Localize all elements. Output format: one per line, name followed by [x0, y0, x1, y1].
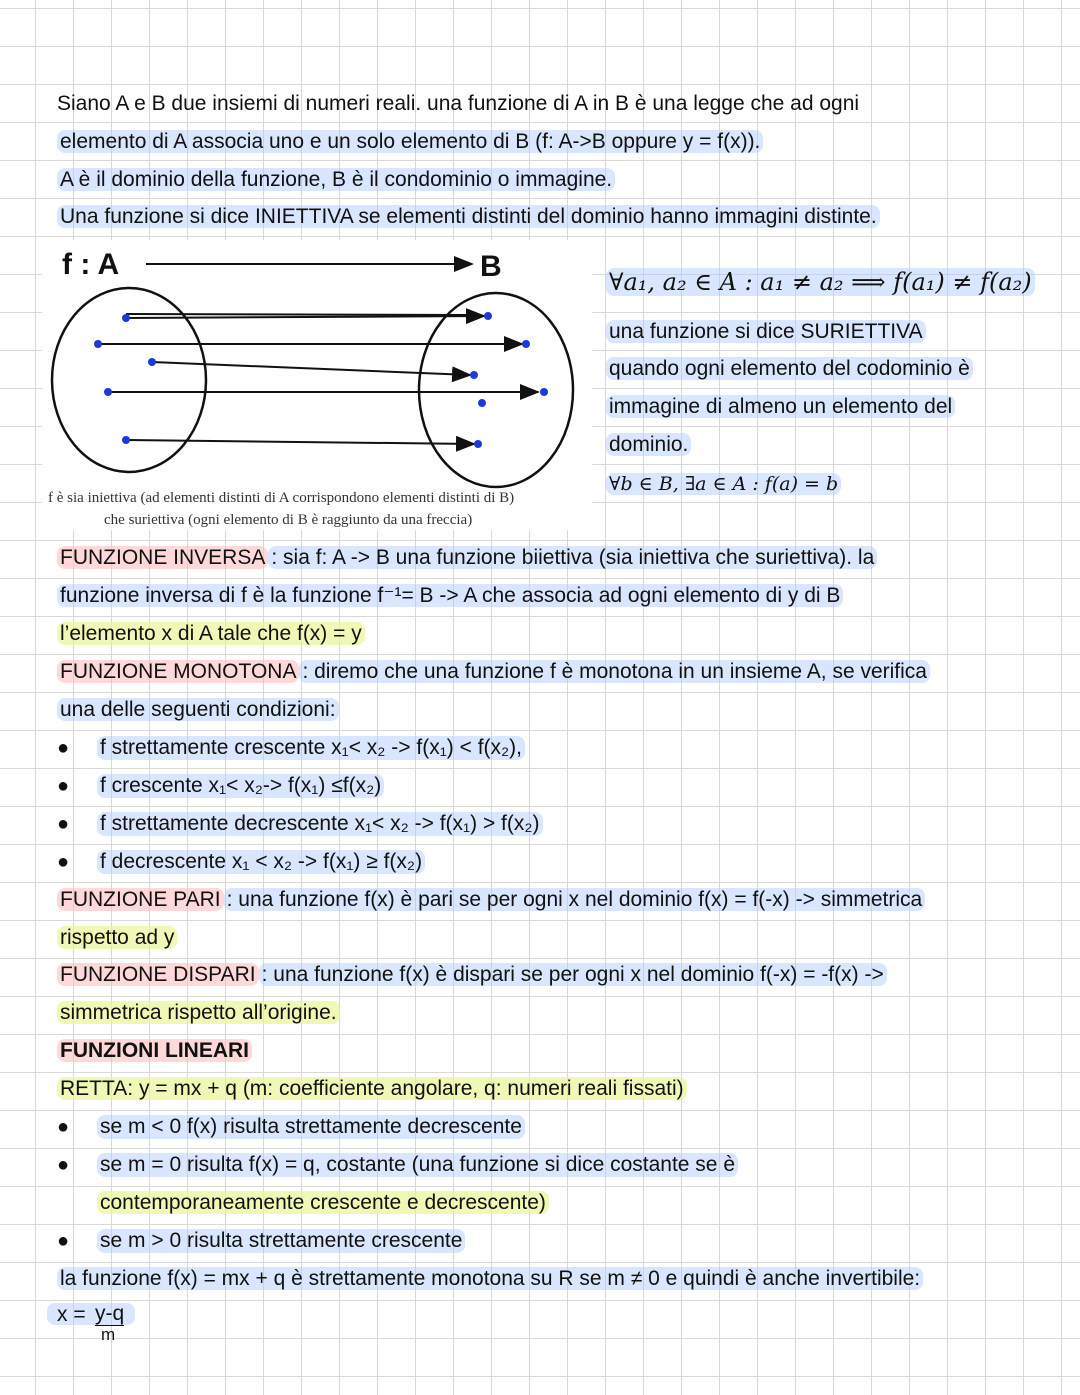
retta-text: RETTA: y = mx + q (m: coefficiente angolare, q: numeri reali fissati) — [57, 1077, 687, 1100]
label-b: B — [480, 250, 502, 283]
monotona-item-text: f decrescente x₁ < x₂ -> f(x₁) ≥ f(x₂) — [97, 850, 425, 874]
diagram-caption-1: f è sia iniettiva (ad elementi distinti di A corrispondono elementi distinti di B) — [48, 490, 515, 506]
mapping-svg — [42, 240, 592, 530]
inversa-line-1-rest: : sia f: A -> B una funzione biiettiva (sia iniettiva che suriettiva). la — [268, 546, 877, 569]
bullet-icon: ● — [57, 1154, 70, 1176]
intro-line-4 — [57, 205, 880, 229]
dispari-line-2-text: simmetrica rispetto all’origine. — [57, 1001, 340, 1024]
bullet-icon: ● — [57, 813, 70, 835]
bullet-icon: ● — [57, 775, 70, 797]
lineari-item-text: se m > 0 risulta strettamente crescente — [97, 1229, 465, 1253]
surj-line-4 — [606, 433, 691, 457]
monotona-item-text: f strettamente decrescente x₁< x₂ -> f(x₁) > f(x₂) — [97, 812, 543, 836]
surj-line-1-text: una funzione si dice SURIETTIVA — [606, 320, 926, 343]
monotona-line-1-rest: : diremo che una funzione f è monotona in un insieme A, se verifica — [299, 660, 930, 683]
set-b-ellipse — [419, 293, 573, 487]
bullet-icon: ● — [57, 1116, 70, 1138]
dispari-line-1 — [57, 963, 887, 987]
lineari-title — [57, 1039, 252, 1063]
pari-line-1-rest: : una funzione f(x) è pari se per ogni x nel dominio f(x) = f(-x) -> simmetrica — [224, 888, 926, 911]
monotona-item-text: f strettamente crescente x₁< x₂ -> f(x₁) < f(x₂), — [97, 736, 525, 760]
retta-line — [57, 1077, 687, 1101]
dispari-line-2 — [57, 1001, 340, 1025]
injective-formula-text: ∀a₁, a₂ ∈ A : a₁ ≠ a₂ ⟹ f(a₁) ≠ f(a₂) — [606, 268, 1035, 296]
intro-line-1: Siano A e B due insiemi di numeri reali. una funzione di A in B è una legge che ad ogni — [57, 92, 860, 115]
inversa-line-2-text: funzione inversa di f è la funzione f⁻¹= B -> A che associa ad ogni elemento di y di B — [57, 584, 843, 607]
formula-lhs: x = — [57, 1303, 86, 1326]
pari-title: FUNZIONE PARI — [57, 888, 224, 911]
inversa-title: FUNZIONE INVERSA — [57, 546, 268, 569]
bullet-icon: ● — [57, 1230, 70, 1252]
intro-line-3-text: A è il dominio della funzione, B è il condominio o immagine. — [57, 168, 615, 191]
monotona-line-2 — [57, 698, 339, 722]
monotona-title: FUNZIONE MONOTONA — [57, 660, 299, 683]
element-dots — [94, 312, 548, 448]
bullet-icon: ● — [57, 851, 70, 873]
conclusion-text: la funzione f(x) = mx + q è strettamente monotona su R se m ≠ 0 e quindi è anche invertibile: — [57, 1267, 923, 1290]
dispari-line-1-rest: : una funzione f(x) è dispari se per ogni x nel dominio f(-x) = -f(x) -> — [259, 963, 887, 986]
injective-formula — [606, 268, 1035, 296]
lineari-title-text: FUNZIONI LINEARI — [57, 1039, 252, 1062]
surj-line-2 — [606, 357, 973, 381]
intro-line-4-text: Una funzione si dice INIETTIVA se elementi distinti del dominio hanno immagini distinte. — [57, 205, 880, 228]
monotona-line-2-text: una delle seguenti condizioni: — [57, 698, 339, 721]
intro-line-2 — [57, 130, 763, 154]
lineari-item-text: se m = 0 risulta f(x) = q, costante (una funzione si dice costante se è — [97, 1153, 738, 1177]
intro-line-2-text: elemento di A associa uno e un solo elemento di B (f: A->B oppure y = f(x)). — [57, 130, 763, 153]
pari-line-2-text: rispetto ad y — [57, 926, 177, 949]
surj-line-2-text: quando ogni elemento del codominio è — [606, 357, 973, 380]
monotona-line-1 — [57, 660, 930, 684]
surjective-formula — [606, 473, 841, 495]
monotona-item-text: f crescente x₁< x₂-> f(x₁) ≤f(x₂) — [97, 774, 384, 798]
surj-line-1 — [606, 320, 926, 344]
bullet-icon: ● — [57, 737, 70, 759]
diagram-caption-2: che suriettiva (ogni elemento di B è raggiunto da una freccia) — [104, 512, 473, 528]
mapping-arrows — [98, 314, 538, 444]
formula-denominator: m — [101, 1325, 116, 1344]
inversa-line-3-text: l’elemento x di A tale che f(x) = y — [57, 622, 365, 645]
dispari-title: FUNZIONE DISPARI — [57, 963, 259, 986]
intro-line-3 — [57, 168, 615, 192]
inversa-line-1 — [57, 546, 877, 570]
surjective-formula-text: ∀b ∈ B, ∃a ∈ A : f(a) = b — [606, 473, 841, 495]
surj-line-3 — [606, 395, 955, 419]
surj-line-3-text: immagine di almeno un elemento del — [606, 395, 955, 418]
label-f-a: f : A — [62, 248, 120, 281]
lineari-item-2-cont — [97, 1191, 549, 1215]
lineari-item-2-cont-text: contemporaneamente crescente e decrescente) — [97, 1191, 549, 1214]
pari-line-2 — [57, 926, 177, 950]
formula-numerator: y-q — [95, 1302, 125, 1325]
pari-line-1 — [57, 888, 925, 912]
function-diagram — [42, 240, 592, 530]
lineari-item-text: se m < 0 f(x) risulta strettamente decrescente — [97, 1115, 525, 1139]
conclusion-line — [57, 1267, 923, 1291]
surj-line-4-text: dominio. — [606, 433, 691, 456]
inversa-line-2 — [57, 584, 843, 608]
inversa-line-3 — [57, 622, 365, 646]
